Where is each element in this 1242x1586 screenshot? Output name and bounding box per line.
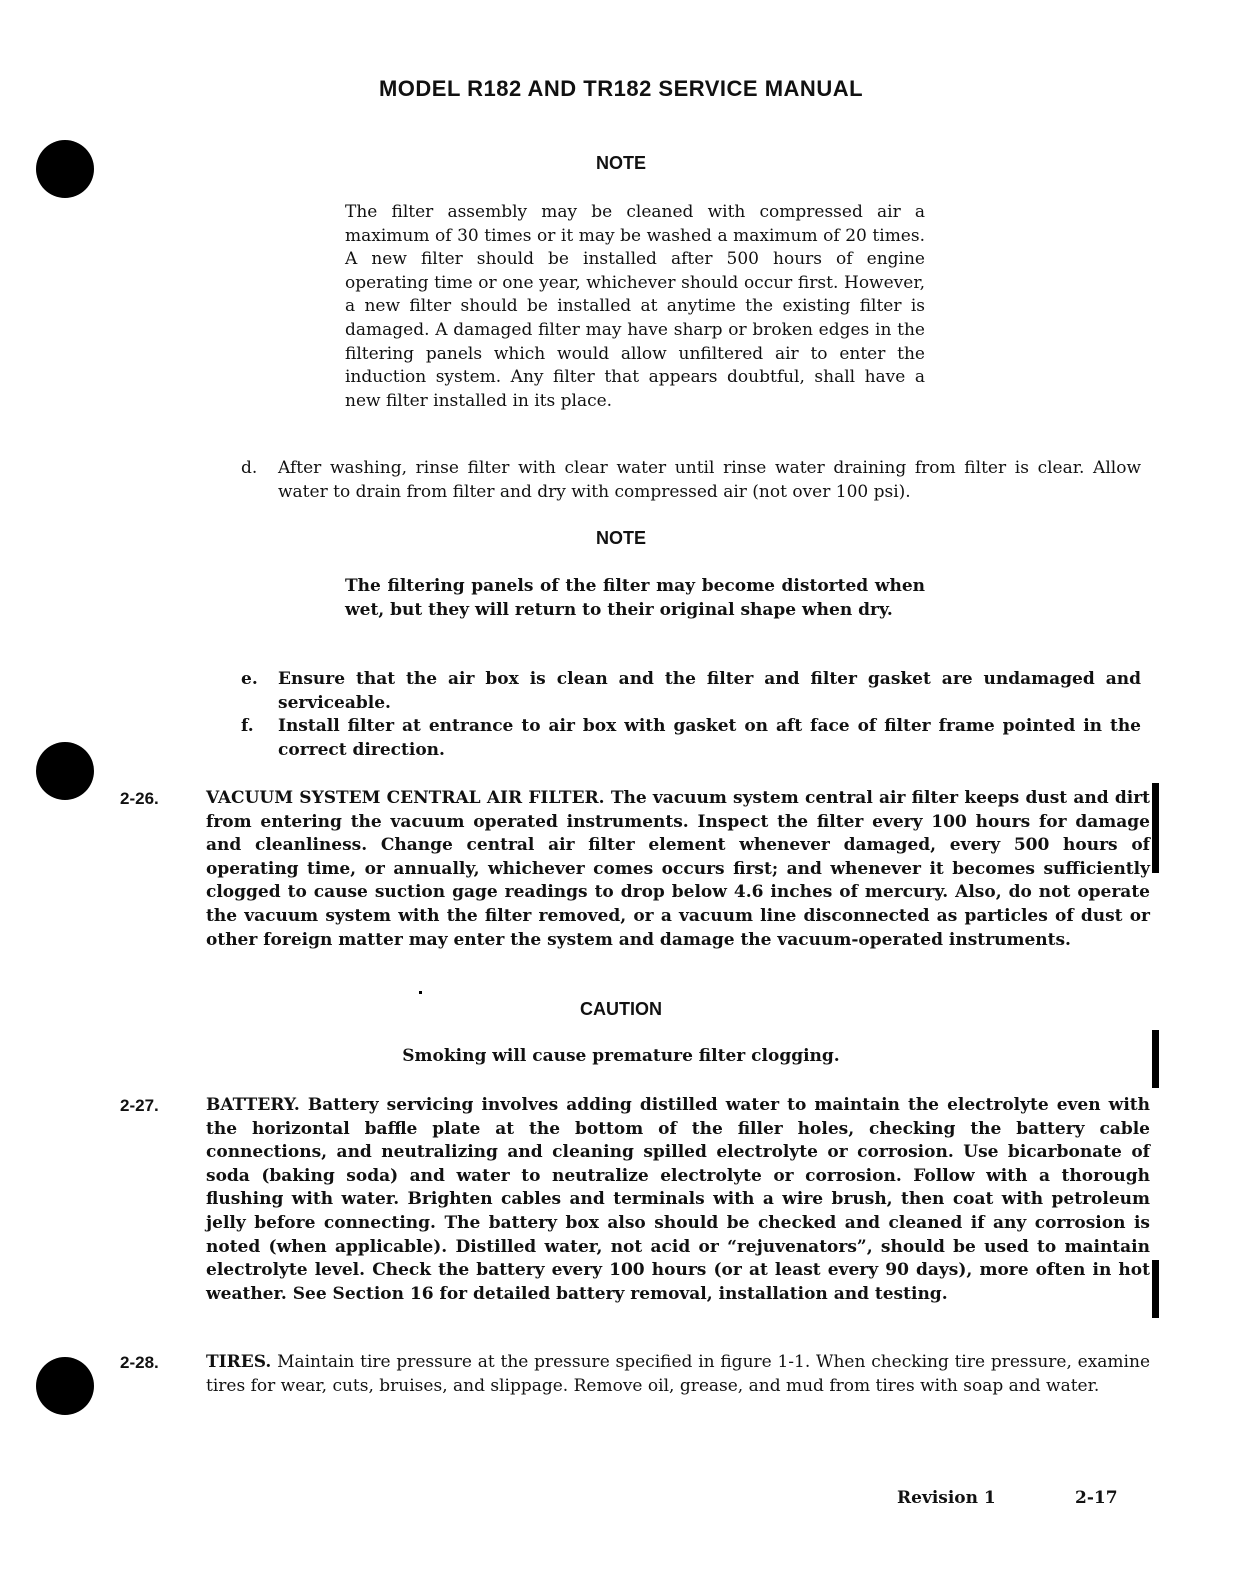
footer-revision: Revision 1 — [897, 1488, 996, 1508]
step-e-text: Ensure that the air box is clean and the filter and filter gasket are undamaged and serviceable. — [278, 669, 1141, 713]
note-text-2: The filtering panels of the filter may become distorted when wet, but they will return to their original shape when dry. — [345, 576, 925, 620]
section-2-28-body — [206, 1351, 1150, 1398]
binder-hole-middle — [36, 742, 94, 800]
section-2-27-title: BATTERY. — [206, 1095, 300, 1115]
step-d-text: After washing, rinse filter with clear water until rinse water draining from filter is clear. Allow water to drain from filter and dry with compressed air (not over 100 psi). — [278, 458, 1141, 502]
change-bar-caution — [1152, 1030, 1159, 1088]
section-2-27-body — [206, 1094, 1150, 1306]
caution-heading: CAUTION — [580, 999, 662, 1019]
section-2-26-body — [206, 787, 1150, 952]
stray-mark — [419, 991, 422, 994]
section-2-26-text: The vacuum system central air filter keeps dust and dirt from entering the vacuum operated instruments. Inspect the filter every 100 hours for damage and cleanliness. Change central air filter element whenever damaged, every 500 hours of operating time, or annually, whichever comes occurs first; and whenever it becomes sufficiently clogged to cause suction gage readings to drop below 4.6 inches of mercury. Also, do not operate the vacuum system with the filter removed, or a vacuum line disconnected as particles of dust or other foreign matter may enter the system and damage the vacuum-operated instruments. — [206, 788, 1151, 950]
change-bar-2-27 — [1152, 1260, 1159, 1318]
page-title: MODEL R182 AND TR182 SERVICE MANUAL — [378, 76, 864, 101]
note-heading-1: NOTE — [595, 153, 646, 173]
note-text-1: The filter assembly may be cleaned with compressed air a maximum of 30 times or it may be washed a maximum of 20 times. A new filter should be installed after 500 hours of engine operating time or one year, whichever should occur first. However, a new filter should be installed at anytime the existing filter is damaged. A damaged filter may have sharp or broken edges in the filtering panels which would allow unfiltered air to enter the induction system. Any filter that appears doubtful, shall have a new filter installed in its place. — [345, 202, 925, 411]
section-2-28-title: TIRES. — [206, 1352, 272, 1372]
note-heading-2: NOTE — [595, 528, 646, 548]
section-2-26-number: 2-26. — [120, 789, 159, 808]
step-d-letter: d. — [241, 458, 258, 478]
section-2-26-title: VACUUM SYSTEM CENTRAL AIR FILTER. — [206, 788, 605, 808]
step-e-letter: e. — [241, 669, 258, 689]
section-2-27-number: 2-27. — [120, 1096, 159, 1115]
step-f-text: Install filter at entrance to air box with gasket on aft face of filter frame pointed in the correct direction. — [278, 716, 1141, 760]
change-bar-2-26 — [1152, 783, 1159, 873]
section-2-27-text: Battery servicing involves adding distilled water to maintain the electrolyte even with the horizontal baffle plate at the bottom of the filler holes, checking the battery cable connections, and neutralizing and cleaning spilled electrolyte or corrosion. Use bicarbonate of soda (baking soda) and water to neutralize electrolyte or corrosion. Follow with a thorough flushing with water. Brighten cables and terminals with a wire brush, then coat with petroleum jelly before connecting. The battery box also should be checked and cleaned if any corrosion is noted (when applicable). Distilled water, not acid or “rejuvenators”, should be used to maintain electrolyte level. Check the battery every 100 hours (or at least every 90 days), more often in hot weather. See Section 16 for detailed battery removal, installation and testing. — [206, 1095, 1150, 1304]
footer-page-number: 2-17 — [1075, 1488, 1118, 1508]
section-2-28-number: 2-28. — [120, 1353, 159, 1372]
binder-hole-bottom — [36, 1357, 94, 1415]
step-f-letter: f. — [241, 716, 254, 736]
caution-text: Smoking will cause premature filter clogging. — [402, 1046, 840, 1066]
section-2-28-text: Maintain tire pressure at the pressure specified in figure 1-1. When checking tire pressure, examine tires for wear, cuts, bruises, and slippage. Remove oil, grease, and mud from tires with soap and water. — [206, 1352, 1150, 1396]
